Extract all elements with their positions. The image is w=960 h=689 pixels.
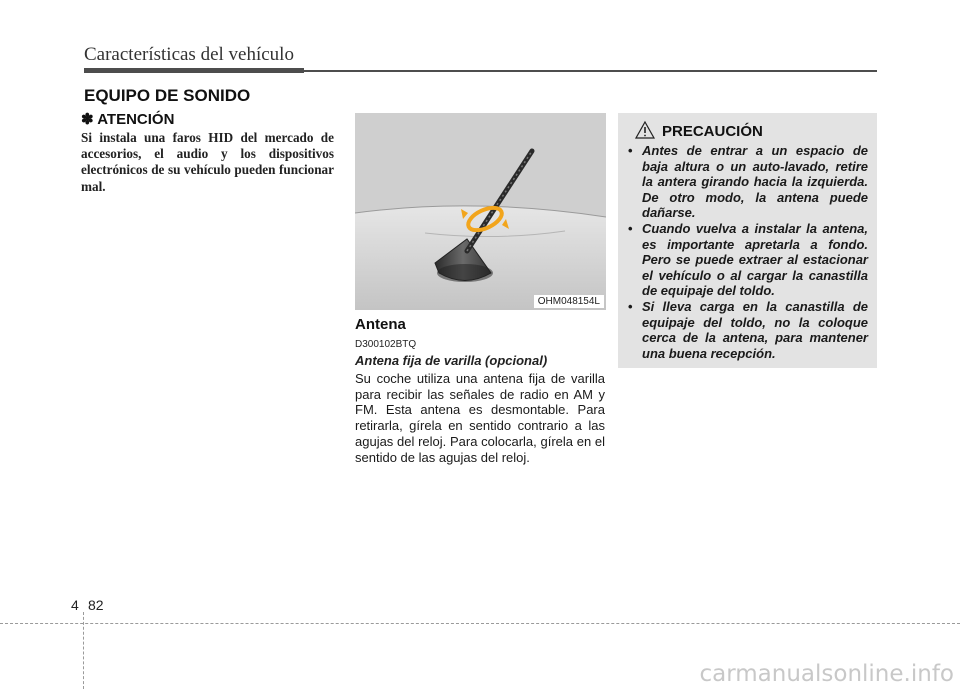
caution-item-text: Si lleva carga en la canastilla de equipaje del toldo, no la coloque cerca de la antena, para mantener una buena recepción. xyxy=(642,298,868,361)
atencion-symbol-icon: ✽ xyxy=(81,111,94,128)
caution-item-text: Cuando vuelva a instalar la antena, es importante apretarla a fondo. Pero se puede extraer al estacionar el vehículo o al cargar la canastilla de equipaje del toldo. xyxy=(642,220,868,299)
bullet: • xyxy=(628,298,633,314)
caution-list xyxy=(626,143,868,361)
footer-rule xyxy=(0,623,960,624)
bullet: • xyxy=(628,143,633,158)
antena-body: Su coche utiliza una antena fija de varilla para recibir las señales de radio en AM y FM. Esta antena es desmontable. Para retirarla, gírela en sentido contrario a las agujas del reloj. Para colocarla, gírela en el sentido de las agujas del reloj. xyxy=(355,371,605,465)
antenna-illustration xyxy=(355,113,606,310)
caution-item xyxy=(626,299,868,361)
watermark: carmanualsonline.info xyxy=(699,661,954,687)
figure-code: OHM048154L xyxy=(534,295,604,308)
section-heading: EQUIPO DE SONIDO xyxy=(84,86,251,105)
bullet: • xyxy=(628,220,633,236)
caution-item xyxy=(626,143,868,221)
page-header-title: Características del vehículo xyxy=(84,44,294,65)
antenna-figure xyxy=(355,113,606,310)
antena-subtitle: Antena fija de varilla (opcional) xyxy=(355,353,548,368)
footer-chapter-number: 4 xyxy=(71,597,79,613)
caution-title: PRECAUCIÓN xyxy=(662,123,763,140)
antena-title: Antena xyxy=(355,316,406,333)
atencion-title-text: ATENCIÓN xyxy=(97,111,175,128)
header-rule-thick xyxy=(84,68,304,73)
warning-triangle-icon xyxy=(634,120,656,140)
caution-box xyxy=(618,113,877,368)
atencion-body: Si instala una faros HID del mercado de accesorios, el audio y los dispositivos electrónicos de su vehículo pueden funcionar mal. xyxy=(81,130,334,194)
antena-code: D300102BTQ xyxy=(355,339,417,350)
atencion-title xyxy=(81,110,174,128)
caution-item-text: Antes de entrar a un espacio de baja altura o un auto-lavado, retire la antera girando hacia la izquierda. De otro modo, la antena puede dañarse. xyxy=(642,143,868,221)
footer-page-number: 82 xyxy=(88,597,104,613)
footer-vertical-rule xyxy=(83,612,84,689)
header-rule-thin xyxy=(300,70,877,72)
caution-item xyxy=(626,221,868,299)
